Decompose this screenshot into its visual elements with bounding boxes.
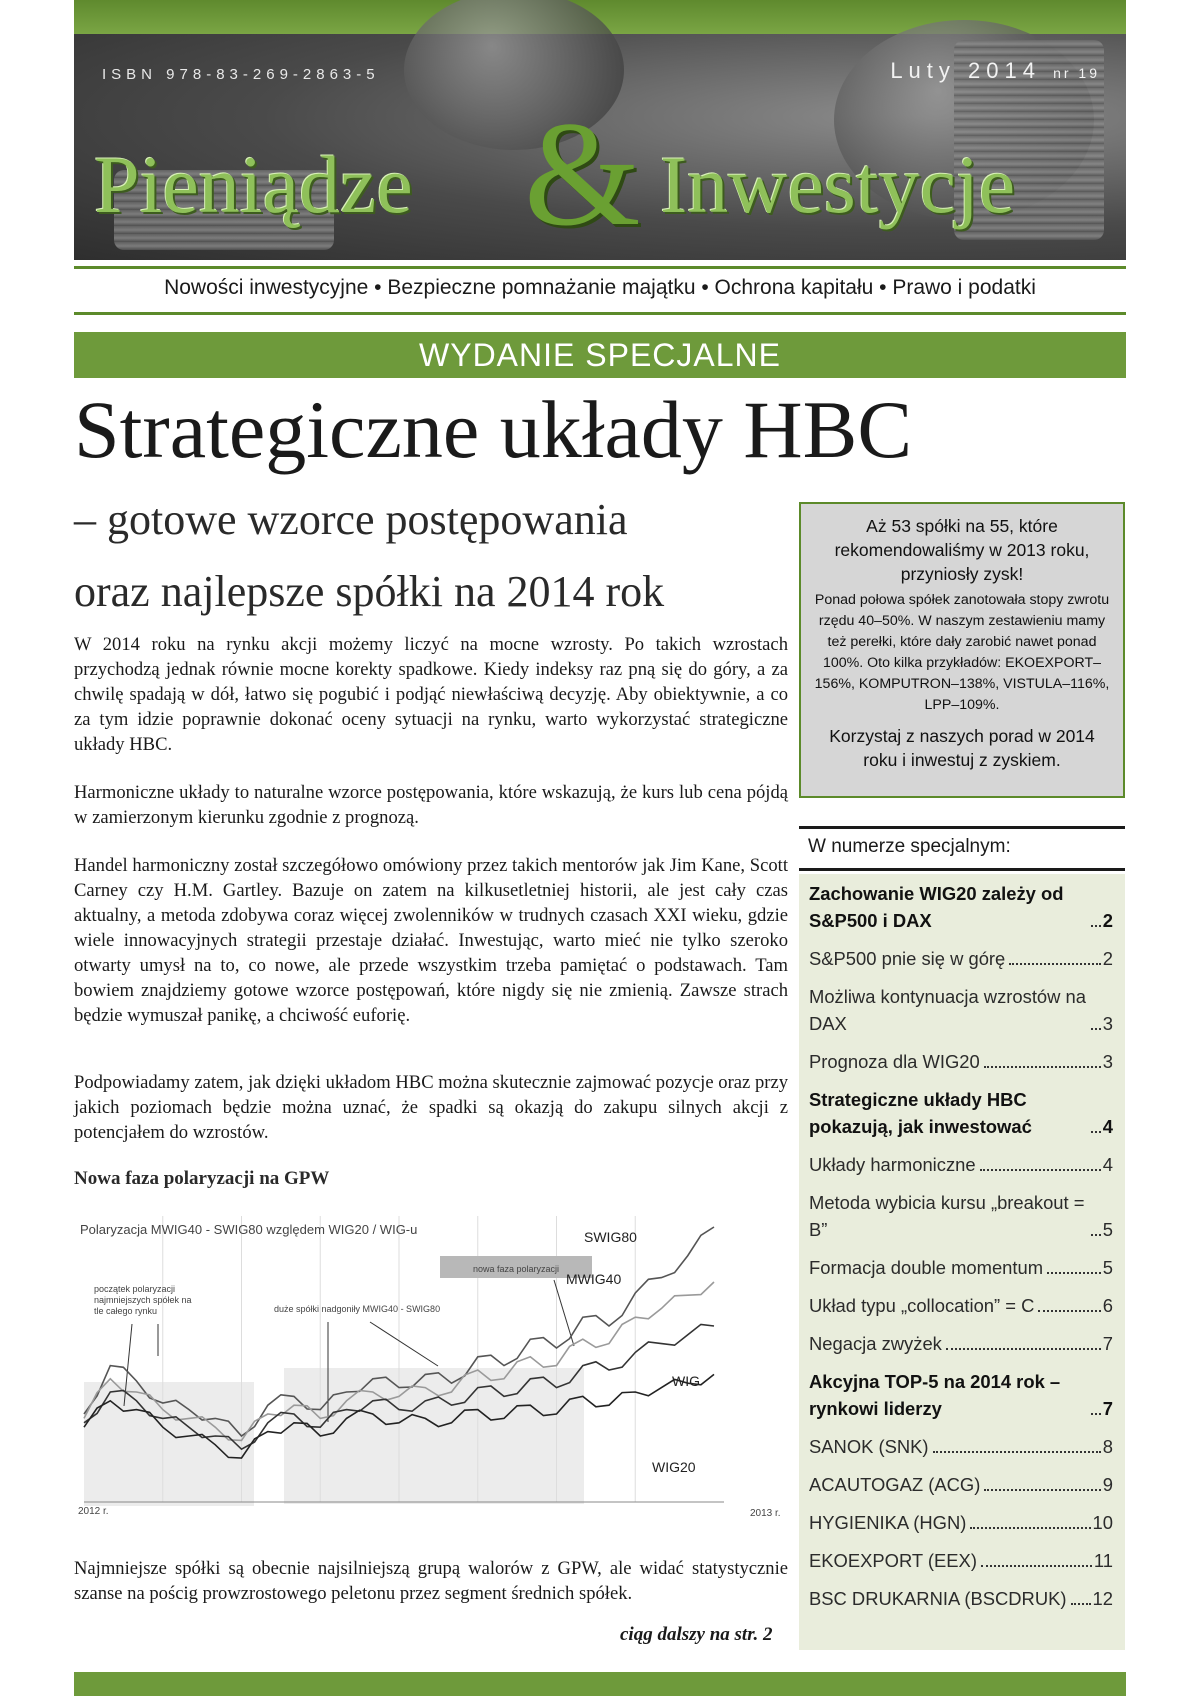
issue-month: Luty 2014 <box>890 58 1041 83</box>
toc-item <box>809 1086 1113 1140</box>
toc-leader-dots <box>1091 1028 1101 1030</box>
article-paragraph: Podpowiadamy zatem, jak dzięki układom HBC można skutecznie zajmować pozycje oraz przy jakich poziomach będzie można uznać, że spadki są okazją do zakupu silnych akcji z potencjałem do wzrostów. <box>74 1072 788 1143</box>
series-label-mwig40: MWIG40 <box>566 1271 622 1287</box>
toc-item-title: BSC DRUKARNIA (BSCDRUK) <box>809 1588 1067 1609</box>
subheadline: oraz najlepsze spółki na 2014 rok <box>74 567 665 616</box>
promo-footer: Korzystaj z naszych porad w 2014 roku i inwestuj z zyskiem. <box>829 726 1095 770</box>
promo-body: Ponad połowa spółek zanotowała stopy zwrotu rzędu 40–50%. W naszym zestawieniu mamy też perełki, które dały zarobić nawet ponad 100%. Oto kilka przykładów: EKOEXPORT–156%, KOMPUTRON–138%, VISTULA–116%, LPP–109%. <box>814 592 1110 713</box>
toc-item <box>809 1433 1113 1460</box>
toc-page-number: 3 <box>1102 1013 1113 1034</box>
toc-title: W numerze specjalnym: <box>808 836 1011 857</box>
toc-leader-dots <box>970 1527 1090 1529</box>
toc-page-number: 9 <box>1102 1474 1113 1495</box>
brand-word-left: Pieniądze <box>94 139 413 230</box>
toc-item-title: Zachowanie WIG20 zależy od S&P500 i DAX <box>809 883 1064 931</box>
chart-title: Polaryzacja MWIG40 - SWIG80 względem WIG20 / WIG-u <box>80 1222 418 1237</box>
chart-annotation: nowa faza polaryzacji <box>472 1264 560 1274</box>
toc-item-title: Strategiczne układy HBC pokazują, jak inwestować <box>809 1089 1032 1137</box>
toc-page-number: 3 <box>1102 1051 1113 1072</box>
chart-annotation-line: początek polaryzacji <box>94 1284 176 1294</box>
toc-page-number: 2 <box>1102 910 1113 931</box>
promo-box <box>799 502 1125 798</box>
promo-headline: Aż 53 spółki na 55, które rekomendowaliśmy w 2013 roku, przyniosły zysk! <box>834 516 1090 584</box>
toc-leader-dots <box>1091 925 1101 927</box>
toc-item <box>809 880 1113 934</box>
chart-annotation-line: tle całego rynku <box>94 1306 158 1316</box>
toc-item-title: Prognoza dla WIG20 <box>809 1051 980 1072</box>
toc-leader-dots <box>1047 1272 1101 1274</box>
chart-annotation-line: najmniejszych spółek na <box>94 1295 192 1305</box>
tagline: Nowości inwestycyjne • Bezpieczne pomnażanie majątku • Ochrona kapitału • Prawo i podatki <box>164 276 1036 299</box>
toc-item-title: ACAUTOGAZ (ACG) <box>809 1474 981 1495</box>
toc-item-title: Metoda wybicia kursu „breakout = B” <box>809 1192 1085 1240</box>
headline: Strategiczne układy HBC <box>74 384 913 475</box>
divider <box>799 826 1125 829</box>
toc-item-title: Formacja double momentum <box>809 1257 1044 1278</box>
toc-page-number: 10 <box>1092 1512 1113 1533</box>
series-label-wig20: WIG20 <box>652 1459 696 1475</box>
issue-date <box>890 58 1100 84</box>
chart-caption: Nowa faza polaryzacji na GPW <box>74 1168 330 1189</box>
toc-page-number: 4 <box>1102 1154 1113 1175</box>
toc-item <box>809 1292 1113 1319</box>
toc-leader-dots <box>984 1066 1101 1068</box>
toc-item <box>809 1509 1113 1536</box>
polarization-chart <box>74 1196 790 1524</box>
footer-bar <box>74 1672 1126 1696</box>
toc-item <box>809 1585 1113 1612</box>
continue-note: ciąg dalszy na str. 2 <box>620 1624 773 1645</box>
divider <box>74 312 1126 315</box>
toc-page-number: 7 <box>1102 1333 1113 1354</box>
toc-item <box>809 1048 1113 1075</box>
toc-item-title: Układ typu „collocation” = C <box>809 1295 1035 1316</box>
isbn-label: ISBN 978-83-269-2863-5 <box>102 66 380 83</box>
toc-leader-dots <box>1091 1131 1101 1133</box>
toc-page-number: 8 <box>1102 1436 1113 1457</box>
toc-leader-dots <box>980 1169 1101 1171</box>
toc-leader-dots <box>1009 963 1100 965</box>
brand-word-right: Inwestycje <box>660 139 1016 230</box>
toc-item <box>809 1368 1113 1422</box>
toc-leader-dots <box>981 1565 1092 1567</box>
toc-page-number: 11 <box>1093 1550 1113 1571</box>
chart-x-end-label: 2013 r. <box>750 1508 781 1519</box>
toc-leader-dots <box>1038 1310 1100 1312</box>
toc-item-title: Układy harmoniczne <box>809 1154 976 1175</box>
divider <box>799 868 1125 871</box>
chart-annotation: duże spółki nadgoniły MWIG40 - SWIG80 <box>274 1304 441 1314</box>
toc-item <box>809 1547 1113 1574</box>
toc-page-number: 5 <box>1102 1257 1113 1278</box>
masthead-banner <box>74 0 1126 260</box>
toc-page-number: 5 <box>1102 1219 1113 1240</box>
table-of-contents <box>799 874 1125 1650</box>
article-paragraph: Handel harmoniczny został szczegółowo omówiony przez takich mentorów jak Jim Kane, Scott Carney czy H.M. Gartley. Bazuje on zatem na kilkusetletniej historii, ale jest cały czas aktualny, a metoda zdobywa coraz więcej zwolenników w trudnych czasach XXI wieku, gdzie wiele innowacyjnych strategii przestaje działać. Inwestując, warto mieć nie tylko szeroko otwarty umysł na to, co nowe, ale przede wszystkim trzeba pamiętać o podstawach. Tam bowiem znajdziemy gotowe wzorce postępowań, które nigdy się nie zmienią. Zawsze strach będzie wymuszał panikę, a chciwość euforię. <box>74 855 788 1026</box>
brand-logo <box>94 91 1114 257</box>
subheadline: – gotowe wzorce postępowania <box>74 495 628 544</box>
toc-item-title: S&P500 pnie się w górę <box>809 948 1006 969</box>
toc-leader-dots <box>933 1451 1101 1453</box>
chart-highlight-zone <box>284 1368 584 1504</box>
toc-page-number: 4 <box>1102 1116 1113 1137</box>
toc-item-title: Możliwa kontynuacja wzrostów na DAX <box>809 986 1086 1034</box>
divider <box>74 266 1126 269</box>
toc-item <box>809 1151 1113 1178</box>
article-paragraph: Najmniejsze spółki są obecnie najsilniejszą grupą walorów z GPW, ale widać statystycznie szanse na pościg prowzrostowego peletonu przez segment średnich spółek. <box>74 1558 788 1604</box>
brand-ampersand: & <box>524 91 641 257</box>
toc-leader-dots <box>984 1489 1100 1491</box>
toc-item-title: Akcyjna TOP-5 na 2014 rok – rynkowi liderzy <box>809 1371 1061 1419</box>
toc-item-title: EKOEXPORT (EEX) <box>809 1550 977 1571</box>
toc-leader-dots <box>1091 1413 1101 1415</box>
article-paragraph: W 2014 roku na rynku akcji możemy liczyć na mocne wzrosty. Po takich wzrostach przychodzą jednak równie mocne korekty spadkowe. Kiedy indeksy raz pną się do góry, a za chwilę spadają w dół, łatwo się pogubić i podjąć niewłaściwą decyzję. Aby obiektywnie, a co za tym idzie poprawnie dokonać oceny sytuacji na rynku, warto wykorzystać strategiczne układy HBC. <box>74 634 788 755</box>
special-edition-banner: WYDANIE SPECJALNE <box>74 332 1126 378</box>
toc-leader-dots <box>1071 1603 1091 1605</box>
chart-canvas <box>74 1196 790 1524</box>
toc-page-number: 7 <box>1102 1398 1113 1419</box>
toc-item <box>809 1330 1113 1357</box>
toc-item <box>809 983 1113 1037</box>
series-label-wig: WIG <box>672 1373 700 1389</box>
series-label-swig80: SWIG80 <box>584 1229 637 1245</box>
issue-number: nr 19 <box>1053 65 1100 81</box>
toc-page-number: 2 <box>1102 948 1113 969</box>
toc-item-title: SANOK (SNK) <box>809 1436 929 1457</box>
article-paragraph: Harmoniczne układy to naturalne wzorce postępowania, które wskazują, że kurs lub cena pójdą w zamierzonym kierunku zgodnie z prognozą. <box>74 782 788 828</box>
toc-item <box>809 1254 1113 1281</box>
toc-page-number: 6 <box>1102 1295 1113 1316</box>
toc-item <box>809 945 1113 972</box>
toc-item-title: HYGIENIKA (HGN) <box>809 1512 967 1533</box>
toc-item-title: Negacja zwyżek <box>809 1333 942 1354</box>
toc-leader-dots <box>1091 1234 1101 1236</box>
toc-leader-dots <box>946 1348 1101 1350</box>
toc-item <box>809 1189 1113 1243</box>
chart-x-start-label: 2012 r. <box>78 1506 109 1517</box>
toc-item <box>809 1471 1113 1498</box>
toc-page-number: 12 <box>1092 1588 1113 1609</box>
